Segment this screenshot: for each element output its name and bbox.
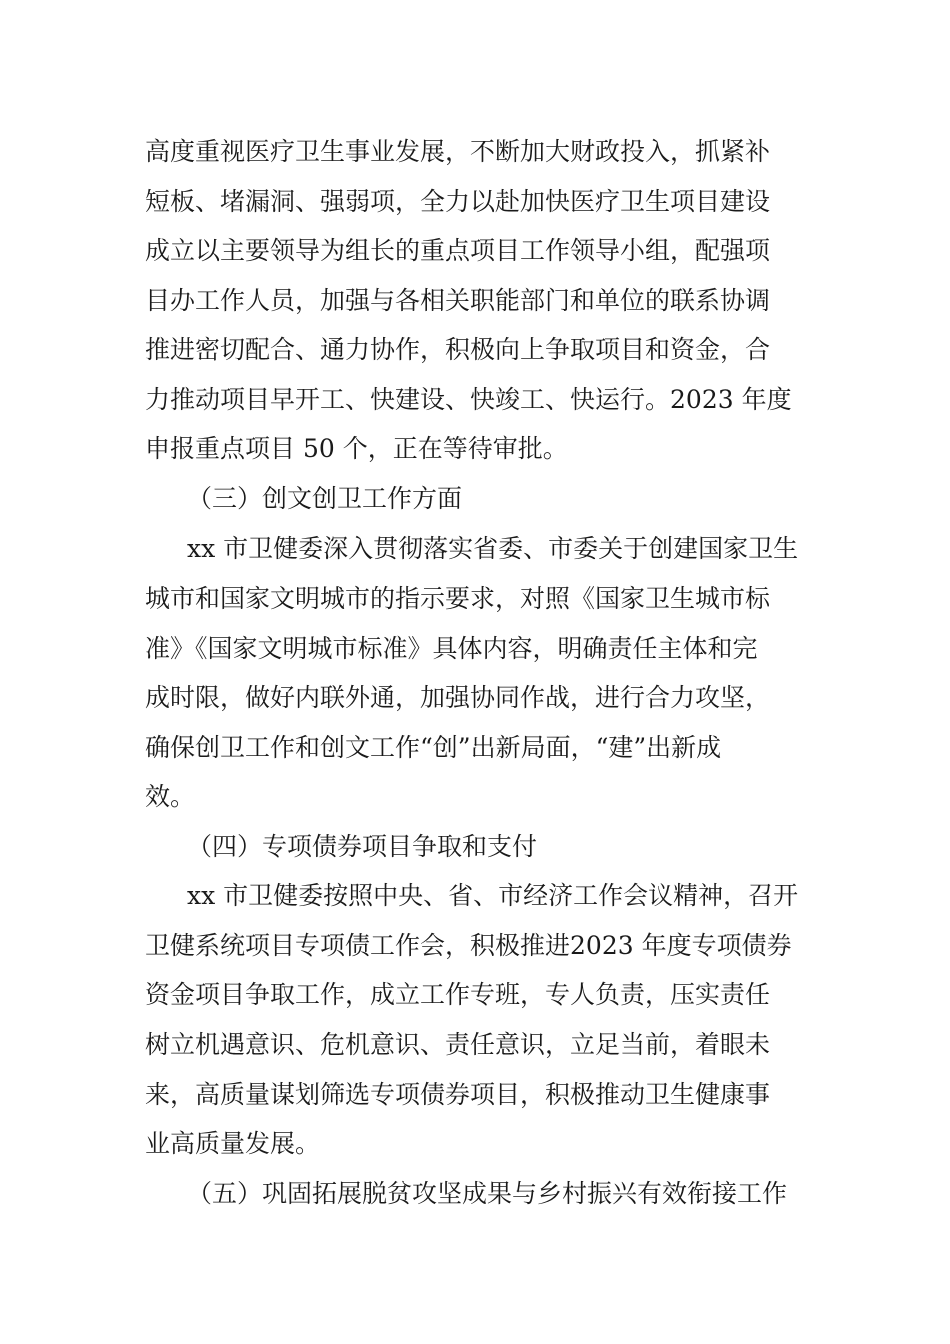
text-line: 卫健系统项目专项债工作会，积极推进2023 年度专项债券 xyxy=(145,931,792,960)
text-line: xx 市卫健委按照中央、省、市经济工作会议精神，召开 xyxy=(187,881,799,910)
section-heading: （五）巩固拓展脱贫攻坚成果与乡村振兴有效衔接工作 xyxy=(187,1179,788,1208)
text-line: 准》《国家文明城市标准》具体内容，明确责任主体和完 xyxy=(145,634,758,663)
text-line: 成立以主要领导为组长的重点项目工作领导小组，配强项 xyxy=(145,236,771,265)
section-heading: （三）创文创卫工作方面 xyxy=(187,484,463,513)
text-line: 高度重视医疗卫生事业发展，不断加大财政投入，抓紧补 xyxy=(145,137,771,166)
text-line: 来，高质量谋划筛选专项债券项目，积极推动卫生健康事 xyxy=(145,1080,771,1109)
text-line: 城市和国家文明城市的指示要求，对照《国家卫生城市标 xyxy=(145,584,771,613)
text-line: 业高质量发展。 xyxy=(145,1129,321,1158)
text-line: 成时限，做好内联外通，加强协同作战，进行合力攻坚， xyxy=(145,683,771,712)
text-line: 树立机遇意识、危机意识、责任意识，立足当前，着眼未 xyxy=(145,1030,771,1059)
text-line: 资金项目争取工作，成立工作专班，专人负责，压实责任 xyxy=(145,980,771,1009)
text-line: 申报重点项目 50 个，正在等待审批。 xyxy=(145,434,568,463)
text-line: 力推动项目早开工、快建设、快竣工、快运行。2023 年度 xyxy=(145,385,792,414)
text-line: xx 市卫健委深入贯彻落实省委、市委关于创建国家卫生 xyxy=(187,534,799,563)
text-line: 效。 xyxy=(145,782,196,811)
text-line: 推进密切配合、通力协作，积极向上争取项目和资金，合 xyxy=(145,335,771,364)
text-line: 确保创卫工作和创文工作“创”出新局面，“建”出新成 xyxy=(145,733,722,762)
text-line: 目办工作人员，加强与各相关职能部门和单位的联系协调 xyxy=(145,286,771,315)
text-line: 短板、堵漏洞、强弱项，全力以赴加快医疗卫生项目建设 xyxy=(145,187,771,216)
section-heading: （四）专项债券项目争取和支付 xyxy=(187,832,538,861)
